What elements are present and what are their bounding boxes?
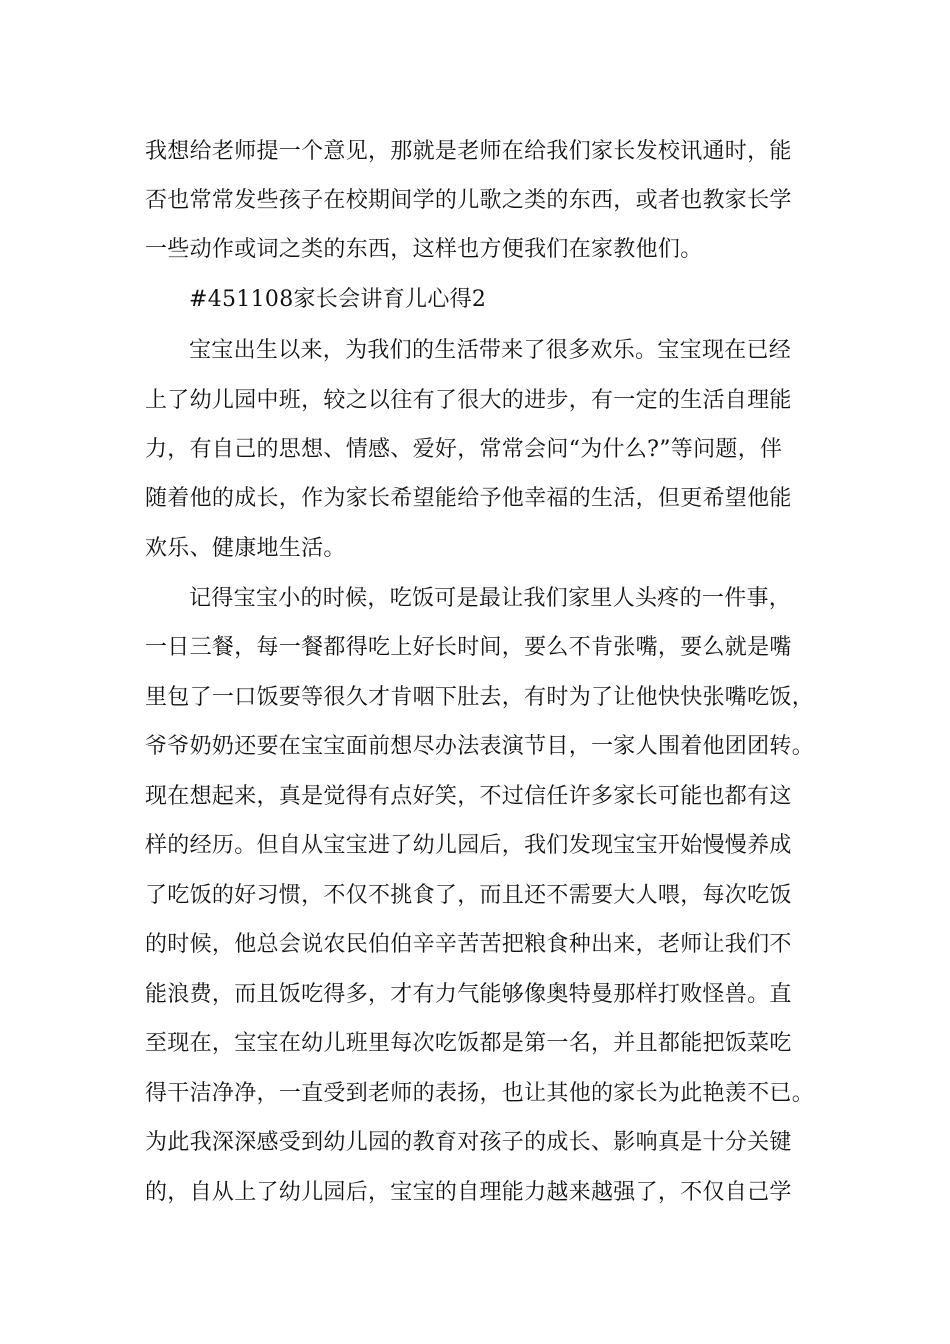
paragraph-3-line: 能浪费，而且饭吃得多，才有力气能够像奥特曼那样打败怪兽。直	[145, 982, 792, 1007]
paragraph-3-line: 一日三餐，每一餐都得吃上好长时间，要么不肯张嘴，要么就是嘴	[145, 635, 792, 660]
paragraph-3-line: 得干洁净净，一直受到老师的表扬，也让其他的家长为此艳羡不已。	[145, 1081, 815, 1106]
paragraph-2-line: 随着他的成长，作为家长希望能给予他幸福的生活，但更希望他能	[145, 486, 792, 511]
document-body	[145, 0, 815, 1344]
paragraph-1-line: 否也常常发些孩子在校期间学的儿歌之类的东西，或者也教家长学	[145, 188, 792, 213]
paragraph-3-line: 的时候，他总会说农民伯伯辛辛苦苦把粮食种出来，老师让我们不	[145, 932, 792, 957]
paragraph-2-line: 力，有自己的思想、情感、爱好，常常会问“为什么?”等问题，伴	[145, 437, 783, 462]
paragraph-3-line: 为此我深深感受到幼儿园的教育对孩子的成长、影响真是十分关键	[145, 1130, 792, 1155]
paragraph-2-line: 宝宝出生以来，为我们的生活带来了很多欢乐。宝宝现在已经	[189, 338, 792, 363]
paragraph-3-line: 了吃饭的好习惯，不仅不挑食了，而且还不需要大人喂，每次吃饭	[145, 883, 792, 908]
paragraph-3-line: 爷爷奶奶还要在宝宝面前想尽办法表演节目，一家人围着他团团转。	[145, 734, 815, 759]
paragraph-3-line: 里包了一口饭要等很久才肯咽下肚去，有时为了让他快快张嘴吃饭，	[145, 685, 815, 710]
paragraph-3-line: 样的经历。但自从宝宝进了幼儿园后，我们发现宝宝开始慢慢养成	[145, 833, 792, 858]
section-heading: #451108家长会讲育儿心得2	[189, 287, 487, 312]
paragraph-1-line: 我想给老师提一个意见，那就是老师在给我们家长发校讯通时，能	[145, 139, 792, 164]
paragraph-2-line: 上了幼儿园中班，较之以往有了很大的进步，有一定的生活自理能	[145, 388, 792, 413]
paragraph-3-line: 的，自从上了幼儿园后，宝宝的自理能力越来越强了，不仅自己学	[145, 1180, 792, 1205]
paragraph-3-line: 记得宝宝小的时候，吃饭可是最让我们家里人头疼的一件事，	[189, 586, 792, 611]
paragraph-3-line: 现在想起来，真是觉得有点好笑，不过信任许多家长可能也都有这	[145, 784, 792, 809]
paragraph-2-line: 欢乐、健康地生活。	[145, 536, 346, 561]
paragraph-3-line: 至现在，宝宝在幼儿班里每次吃饭都是第一名，并且都能把饭菜吃	[145, 1031, 792, 1056]
paragraph-1-line: 一些动作或词之类的东西，这样也方便我们在家教他们。	[145, 237, 703, 262]
